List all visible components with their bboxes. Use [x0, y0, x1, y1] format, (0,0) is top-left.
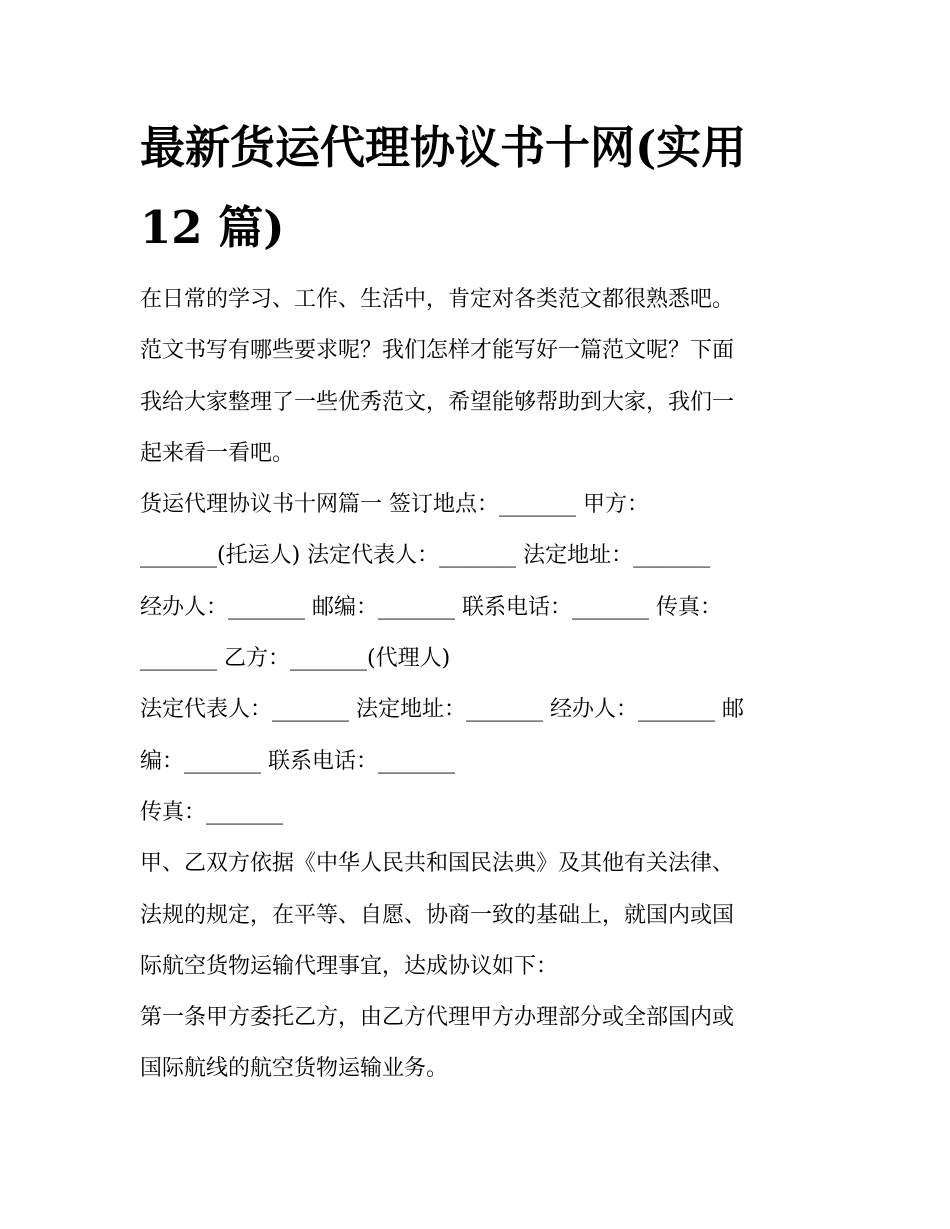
body-line-13: 法规的规定，在平等、自愿、协商一致的基础上，就国内或国 — [140, 902, 735, 928]
body-line-4: 起来看一看吧。 — [140, 440, 295, 466]
body-line-5: 货运代理协议书十网篇一 签订地点：_______ 甲方： — [140, 492, 649, 518]
body-line-3: 我给大家整理了一些优秀范文，希望能够帮助到大家，我们一 — [140, 389, 735, 415]
document-title-line-1: 最新货运代理协议书十网(实用 — [140, 121, 747, 174]
body-line-7: 经办人：_______ 邮编：_______ 联系电话：_______ 传真： — [140, 594, 722, 620]
body-line-14: 际航空货物运输代理事宜，达成协议如下： — [140, 953, 559, 979]
body-line-11: 传真：_______ — [140, 799, 284, 825]
body-line-6: _______(托运人) 法定代表人：_______ 法定地址：_______ — [140, 543, 711, 569]
body-line-10: 编：_______ 联系电话：_______ — [140, 748, 455, 774]
body-line-2: 范文书写有哪些要求呢？我们怎样才能写好一篇范文呢？下面 — [140, 338, 735, 364]
body-line-16: 国际航线的航空货物运输业务。 — [140, 1056, 449, 1082]
document-title-line-2: 12 篇) — [140, 201, 285, 254]
body-line-15: 第一条甲方委托乙方，由乙方代理甲方办理部分或全部国内或 — [140, 1005, 735, 1031]
body-line-1: 在日常的学习、工作、生活中，肯定对各类范文都很熟悉吧。 — [140, 287, 735, 312]
body-line-12: 甲、乙双方依据《中华人民共和国民法典》及其他有关法律、 — [140, 851, 735, 877]
body-line-8: _______ 乙方：_______(代理人) — [140, 646, 451, 672]
document-body — [140, 274, 820, 1095]
body-line-9: 法定代表人：_______ 法定地址：_______ 经办人：_______ 邮 — [140, 697, 744, 723]
document-title — [140, 108, 830, 268]
